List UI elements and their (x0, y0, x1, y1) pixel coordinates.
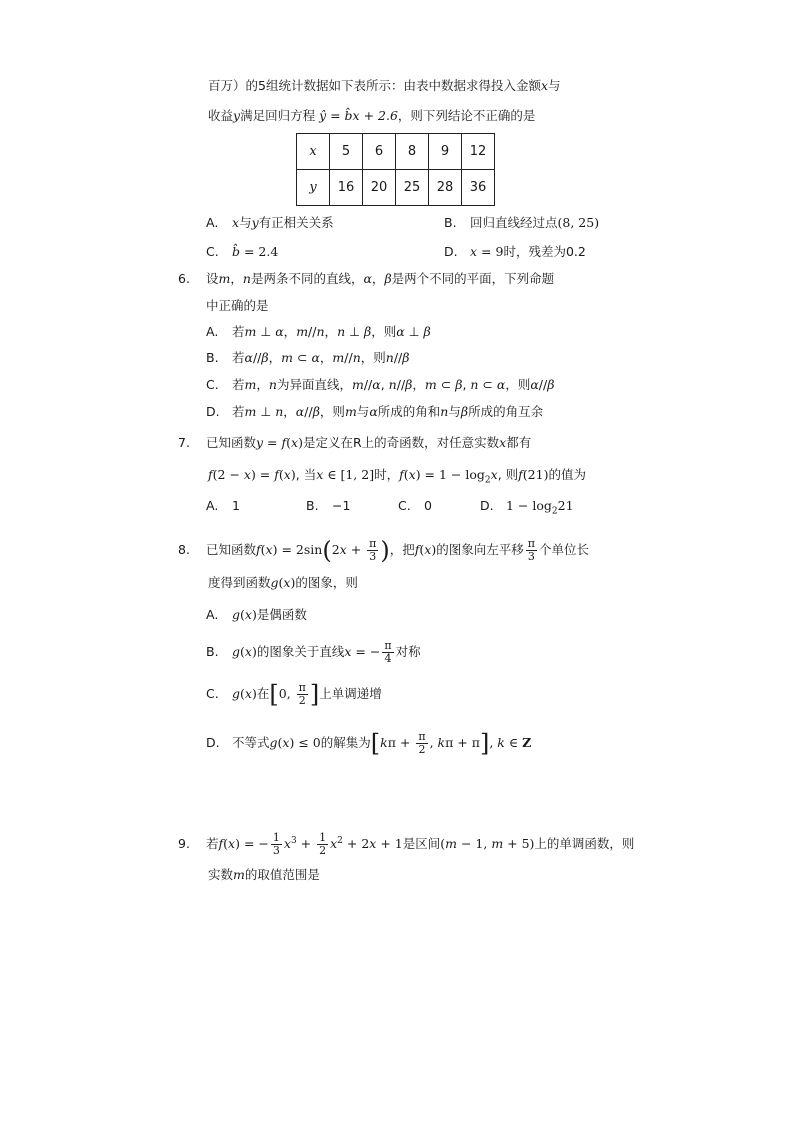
table-cell: 9 (429, 134, 462, 170)
q7-stem-1: 7. 已知函数y = f(x)是定义在R上的奇函数，对任意实数x都有 (178, 435, 532, 450)
q8-stem-2: 度得到函数g(x)的图象，则 (208, 575, 358, 590)
intro-line-1: 百万）的5组统计数据如下表所示：由表中数据求得投入金额x与 (208, 78, 561, 93)
table-cell: 8 (396, 134, 429, 170)
q7-options (206, 497, 574, 521)
table-header-y: y (297, 170, 330, 206)
q8-option-d: D. 不等式g(x) ≤ 0的解集为[kπ + $\frac{\pi}{2}$ , kπ + π], k ∈ Z (206, 729, 532, 758)
table-cell: 5 (330, 134, 363, 170)
q6-stem-2: 中正确的是 (206, 298, 269, 313)
table-cell: 25 (396, 170, 429, 206)
table-header-x: x (297, 134, 330, 170)
q5-option-d: D. x = 9时，残差为0.2 (444, 244, 586, 259)
q7-option-d: D. $1 - \log_221$ (480, 498, 574, 517)
q6-option-c: C. 若m，n为异面直线，m//α, n//β，m ⊂ β, n ⊂ α，则α//β (206, 377, 555, 392)
table-cell: 20 (363, 170, 396, 206)
q6-stem-1: 6. 设m，n是两条不同的直线，α，β是两个不同的平面，下列命题 (178, 271, 555, 286)
q7-option-c: C. 0 (398, 498, 432, 513)
table-cell: 28 (429, 170, 462, 206)
table-cell: 6 (363, 134, 396, 170)
regression-equation: ŷ = b̂x + 2.6 (319, 108, 398, 123)
q7-option-a: A. 1 (206, 498, 240, 513)
q7-option-b: B. −1 (306, 498, 351, 513)
q5-option-c: C. b̂ = 2.4 (206, 244, 279, 259)
table-row (297, 134, 495, 170)
intro-line-2: 收益y满足回归方程 ŷ = b̂x + 2.6，则下列结论不正确的是 (208, 108, 536, 123)
q7-stem-2: f(2 − x) = f(x), 当x ∈ [1, 2]时，$f(x) = 1 - \log_2x$, 则f(21)的值为 (208, 467, 586, 486)
q8-stem-1: 8. 已知函数f(x) = 2sin(2x + $\frac{\pi}{3}$ )，把f(x)的图象向左平移 $\frac{\pi}{3}$ 个单位长 (178, 536, 590, 565)
q6-option-b: B. 若α//β，m ⊂ α，m//n，则n//β (206, 350, 410, 365)
table-cell: 12 (462, 134, 495, 170)
table-cell: 16 (330, 170, 363, 206)
q9-stem-2: 实数m的取值范围是 (208, 867, 320, 882)
q6-option-d: D. 若m ⊥ n，α//β，则m与α所成的角和n与β所成的角互余 (206, 404, 544, 419)
q6-option-a: A. 若m ⊥ α，m//n，n ⊥ β，则α ⊥ β (206, 324, 431, 339)
q8-option-a: A. g(x)是偶函数 (206, 607, 307, 622)
table-row (297, 170, 495, 206)
q5-option-b: B. 回归直线经过点(8, 25) (444, 215, 600, 230)
var-x: x (540, 78, 549, 93)
q5-option-a: A. x与y有正相关关系 (206, 215, 334, 230)
q8-option-c: C. g(x)在[0, $\frac{\pi}{2}$ ]上单调递增 (206, 680, 382, 709)
q8-option-b: B. g(x)的图象关于直线x = − $\frac{\pi}{4}$ 对称 (206, 639, 421, 665)
data-table (296, 133, 495, 206)
q9-stem-1: 9. 若f(x) = − $\frac{1}{3}$ $x^3$ + $\frac{1}{2}$ $x^2 + 2x + 1$是区间(m − 1, m + 5)上的单调函数，则 (178, 831, 635, 858)
table-cell: 36 (462, 170, 495, 206)
